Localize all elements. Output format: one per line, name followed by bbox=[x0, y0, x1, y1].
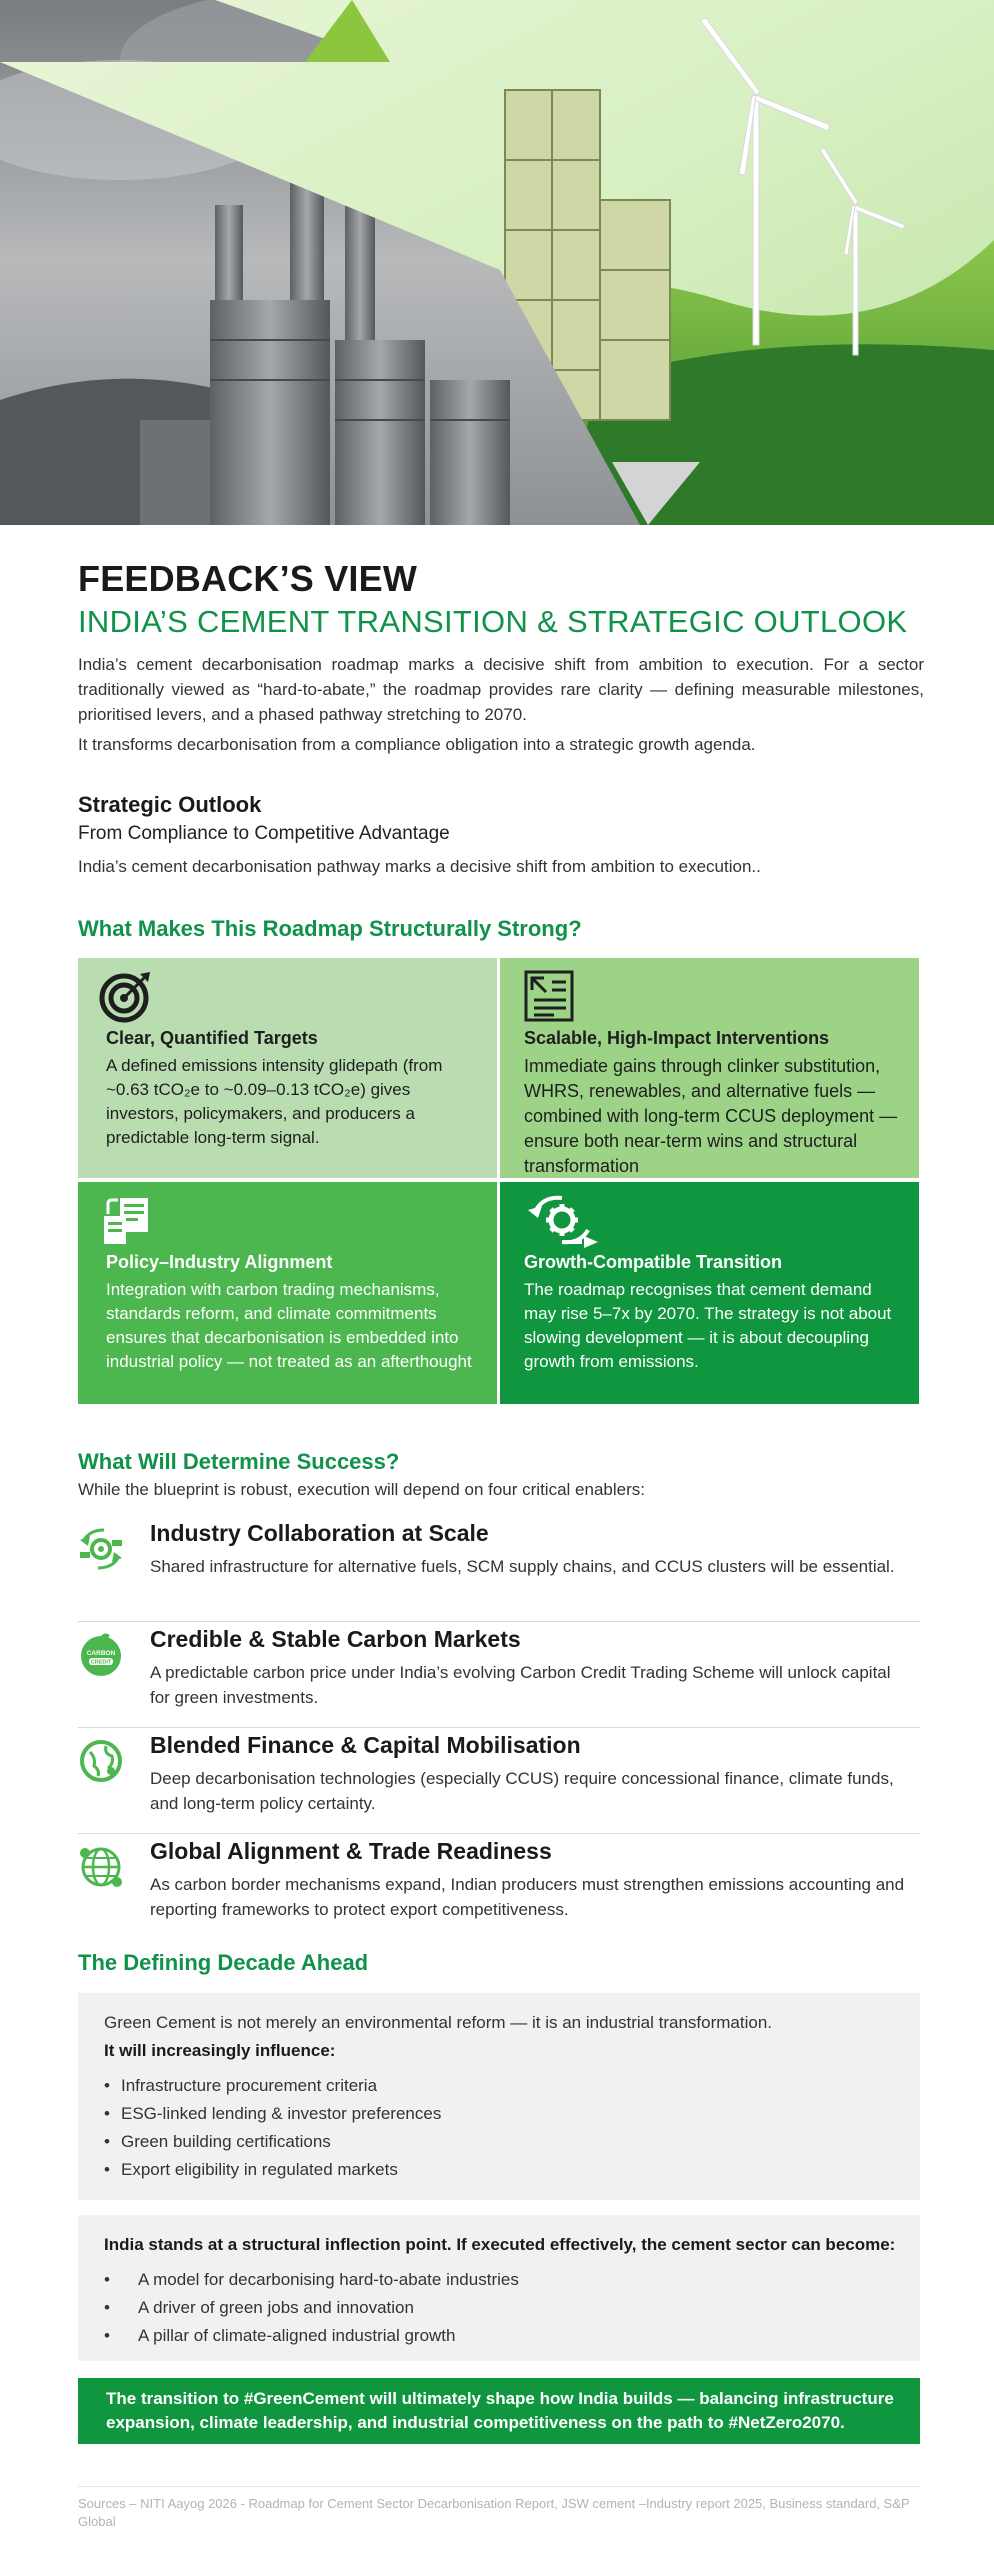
gear-cycle-icon bbox=[522, 1192, 602, 1248]
target-icon bbox=[98, 968, 154, 1024]
success-intro: While the blueprint is robust, execution will depend on four critical enablers: bbox=[78, 1480, 645, 1499]
intro-paragraph-2: It transforms decarbonisation from a compliance obligation into a strategic growth agenda. bbox=[78, 735, 756, 754]
influence-heading: It will increasingly influence: bbox=[104, 2041, 336, 2060]
closing-banner bbox=[78, 2378, 920, 2444]
strength-card-text: The roadmap recognises that cement demand may rise 5–7x by 2070. The strategy is not about slowing development — it is about decoupling growth from emissions. bbox=[524, 1280, 892, 1371]
strength-card-title: Scalable, High-Impact Interventions bbox=[524, 1028, 830, 1048]
enabler-text: A predictable carbon price under India’s evolving Carbon Credit Trading Scheme will unlock capital for green investments. bbox=[150, 1663, 891, 1707]
list-item: • A model for decarbonising hard-to-abate industries bbox=[104, 2266, 519, 2294]
page-title: FEEDBACK’S VIEW bbox=[78, 558, 418, 599]
documents-icon bbox=[98, 1192, 154, 1248]
list-item bbox=[78, 1834, 920, 1940]
strength-card-title: Clear, Quantified Targets bbox=[106, 1028, 318, 1048]
list-item: • A pillar of climate-aligned industrial growth bbox=[104, 2322, 519, 2350]
hero-image bbox=[0, 0, 994, 525]
list-item bbox=[78, 1728, 920, 1834]
collaboration-icon bbox=[78, 1526, 124, 1572]
enabler-title: Blended Finance & Capital Mobilisation bbox=[150, 1732, 581, 1758]
strength-card-targets bbox=[78, 958, 497, 1178]
carbon-credit-icon-text-top: CARBON bbox=[86, 1650, 116, 1657]
influence-list bbox=[104, 2072, 441, 2184]
strength-card-title: Growth-Compatible Transition bbox=[524, 1252, 783, 1272]
enabler-title: Industry Collaboration at Scale bbox=[150, 1520, 489, 1546]
strategic-outlook-subtitle: From Compliance to Competitive Advantage bbox=[78, 823, 450, 844]
globe-leaf-icon bbox=[78, 1738, 124, 1784]
strategic-outlook-title: Strategic Outlook bbox=[78, 792, 262, 817]
intro-paragraph: India’s cement decarbonisation roadmap marks a decisive shift from ambition to execution. For a sector traditionally viewed as “hard-to-abate,” the roadmap provides rare clarity — defining measurable milestones, prioritised levers, and a phased pathway stretching to 2070. bbox=[78, 655, 924, 724]
inflection-heading: India stands at a structural inflection point. If executed effectively, the cement sector can become: bbox=[104, 2235, 896, 2254]
influence-box bbox=[78, 1993, 920, 2200]
list-item: • ESG-linked lending & investor preferences bbox=[104, 2100, 441, 2128]
list-item bbox=[78, 1516, 920, 1622]
enabler-text: Shared infrastructure for alternative fuels, SCM supply chains, and CCUS clusters will be essential. bbox=[150, 1557, 895, 1576]
scale-arrows-icon bbox=[522, 968, 578, 1024]
strengths-title: What Makes This Roadmap Structurally Strong? bbox=[78, 916, 582, 941]
enabler-title: Global Alignment & Trade Readiness bbox=[150, 1838, 552, 1864]
sources-footnote: Sources – NITI Aayog 2026 - Roadmap for Cement Sector Decarbonisation Report, JSW cement –Industry report 2025, Business standard, S&P Global bbox=[78, 2486, 920, 2531]
page-subtitle: INDIA’S CEMENT TRANSITION & STRATEGIC OUTLOOK bbox=[78, 604, 908, 639]
list-item: • Green building certifications bbox=[104, 2128, 441, 2156]
strength-card-text: A defined emissions intensity glidepath (from ~0.63 tCO₂e to ~0.09–0.13 tCO₂e) gives investors, policymakers, and producers a predictable long-term signal. bbox=[106, 1056, 443, 1147]
enabler-text: Deep decarbonisation technologies (especially CCUS) require concessional finance, climate funds, and long-term policy certainty. bbox=[150, 1769, 894, 1813]
list-item: • Infrastructure procurement criteria bbox=[104, 2072, 441, 2100]
list-item: • A driver of green jobs and innovation bbox=[104, 2294, 519, 2322]
inflection-list bbox=[104, 2266, 519, 2350]
strategic-outlook-text: India’s cement decarbonisation pathway marks a decisive shift from ambition to execution.. bbox=[78, 857, 761, 876]
list-item: • Export eligibility in regulated markets bbox=[104, 2156, 441, 2184]
strength-card-title: Policy–Industry Alignment bbox=[106, 1252, 333, 1272]
globe-trade-icon bbox=[78, 1844, 124, 1890]
enabler-text: As carbon border mechanisms expand, Indian producers must strengthen emissions accounting and reporting frameworks to protect export competitiveness. bbox=[150, 1875, 905, 1919]
list-item bbox=[78, 1622, 920, 1728]
closing-banner-text: The transition to #GreenCement will ultimately shape how India builds — balancing infrastructure expansion, climate leadership, and industrial competitiveness on the path to #NetZero2070. bbox=[106, 2389, 894, 2432]
strength-card-interventions bbox=[500, 958, 919, 1178]
strength-card-policy bbox=[78, 1182, 497, 1404]
decade-title: The Defining Decade Ahead bbox=[78, 1950, 369, 1975]
strength-card-text: Immediate gains through clinker substitution, WHRS, renewables, and alternative fuels — combined with long-term CCUS deployment — ensure both near-term wins and structural transformation bbox=[524, 1056, 898, 1176]
influence-lead: Green Cement is not merely an environmental reform — it is an industrial transformation. bbox=[104, 2013, 772, 2032]
carbon-credit-icon-text-bottom: CREDIT bbox=[90, 1659, 112, 1666]
strength-card-text: Integration with carbon trading mechanisms, standards reform, and climate commitments ensures that decarbonisation is embedded into industrial policy — not treated as an afterthought bbox=[106, 1280, 472, 1371]
success-title: What Will Determine Success? bbox=[78, 1449, 400, 1474]
carbon-credit-icon bbox=[78, 1632, 124, 1678]
inflection-box bbox=[78, 2215, 920, 2361]
enabler-title: Credible & Stable Carbon Markets bbox=[150, 1626, 521, 1652]
strength-card-growth bbox=[500, 1182, 919, 1404]
